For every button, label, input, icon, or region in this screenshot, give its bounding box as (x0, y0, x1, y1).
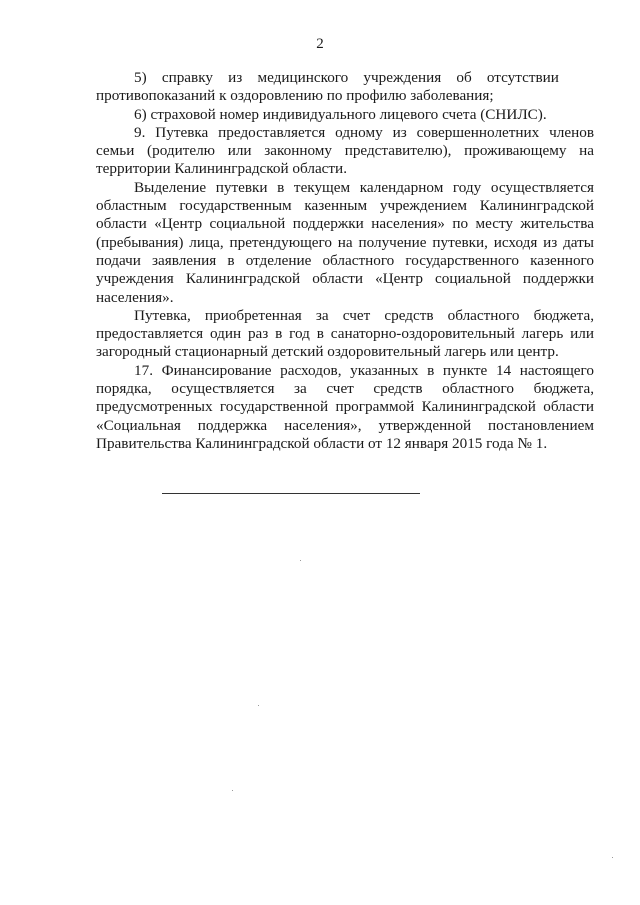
paragraph-clause-17: 17. Финансирование расходов, указанных в пункте 14 настоящего порядка, осуществляется за счет средств областного бюджета, предусмотренных государственной программой Калининградской области «Социальная поддержка населения», утвержденной постановлением Правительства Калининградской области от 12 января 2015 года № 1. (96, 361, 594, 452)
paragraph-clause-9: 9. Путевка предоставляется одному из совершеннолетних членов семьи (родителю или законному представителю), проживающему на территории Калининградской области. (96, 123, 594, 178)
scan-speck (232, 790, 233, 791)
scan-speck (300, 560, 301, 561)
document-body (96, 69, 594, 453)
paragraph-allocation: Выделение путевки в текущем календарном году осуществляется областным государственным казенным учреждением Калининградской области «Центр социальной поддержки населения» по месту жительства (пребывания) лица, претендующего на получение путевки, исходя из даты подачи заявления в отделение областного государственного казенного учреждения Калининградской области «Центр социальной поддержки населения». (96, 178, 594, 306)
scan-speck (258, 705, 259, 706)
paragraph-item-5: 5) справку из медицинского учреждения об отсутствии противопоказаний к оздоровлению по профилю заболевания; (96, 69, 559, 105)
paragraph-frequency: Путевка, приобретенная за счет средств областного бюджета, предоставляется один раз в год в санаторно-оздоровительный лагерь или загородный стационарный детский оздоровительный лагерь или центр. (96, 306, 594, 361)
closing-rule-divider (162, 493, 420, 494)
page-number: 2 (316, 36, 324, 52)
paragraph-item-6: 6) страховой номер индивидуального лицевого счета (СНИЛС). (134, 105, 547, 123)
scan-speck (612, 857, 613, 858)
